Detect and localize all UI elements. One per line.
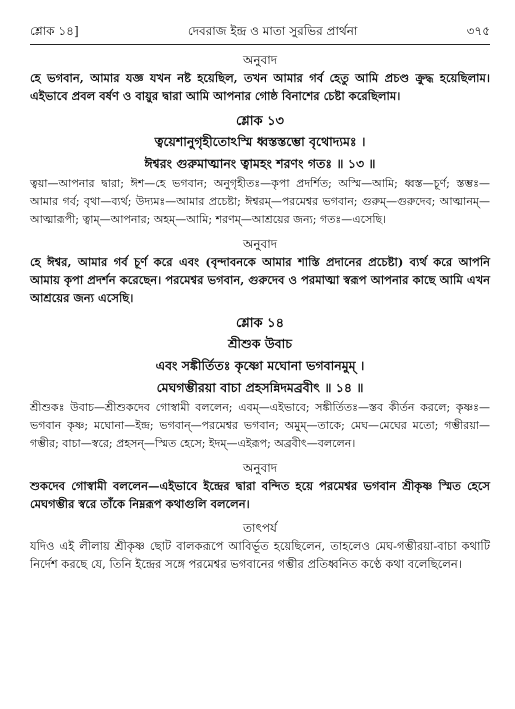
book-page xyxy=(30,22,490,573)
header-chapter-title: দেবরাজ ইন্দ্র ও মাতা সুরভির প্রার্থনা xyxy=(187,24,358,38)
header-page-number: ৩৭৫ xyxy=(466,24,490,38)
verse-14-line-2: মেঘগম্ভীরয়া বাচা প্রহসন্নিদমব্রবীৎ ॥ ১৪ ॥ xyxy=(156,380,364,395)
translation-heading-3: অনুবাদ xyxy=(242,461,278,475)
translation-text-2: হে ঈশ্বর, আমার গর্ব চূর্ণ করে এবং (বৃন্দাবনকে আমার শাস্তি প্রদানের প্রচেষ্টা) ব্যর্থ করে আপনি আমায় কৃপা প্রদর্শন করেছেন। পরমেশ্বর ভগবান, গুরুদেব ও পরমাত্মা স্বরূপ আপনার কাছে আমি এখন আশ্রয়ের জন্য এসেছি। xyxy=(30,255,490,305)
translation-text-1: হে ভগবান, আমার যজ্ঞ যখন নষ্ট হয়েছিল, তখন আমার গর্ব হেতু আমি প্রচণ্ড ক্রুদ্ধ হয়েছিলাম। এইভাবে প্রবল বর্ষণ ও বায়ুর দ্বারা আমি আপনার গোষ্ঠ বিনাশের চেষ্টা করেছিলাম। xyxy=(30,71,490,103)
purport-heading: তাৎপর্য xyxy=(243,521,277,535)
translation-heading-2: অনুবাদ xyxy=(242,237,278,251)
translation-text-3: শুকদেব গোস্বামী বললেন—এইভাবে ইন্দ্রের দ্বারা বন্দিত হয়ে পরমেশ্বর ভগবান শ্রীকৃষ্ণ স্মিত হেসে মেঘগম্ভীর স্বরে তাঁকে নিম্নরূপ কথাগুলি বললেন। xyxy=(30,479,490,511)
verse-13-synonyms: ত্বয়া—আপনার দ্বারা; ঈশ—হে ভগবান; অনুগৃহীতঃ—কৃপা প্রদর্শিত; অস্মি—আমি; ধ্বস্ত—চূর্ণ; স্তম্ভঃ—আমার গর্ব; বৃথা—ব্যর্থ; উদ্যমঃ—আমার প্রচেষ্টা; ঈশ্বরম্—পরমেশ্বর ভগবান; গুরুম্—গুরুদেব; আত্মানম্—আত্মারূপী; ত্বাম্—আপনার; অহম্—আমি; শরণম্—আশ্রয়ের জন্য; গতঃ—এসেছি। xyxy=(30,177,490,226)
verse-13-line-1: ত্বয়েশানুগৃহীতোঽস্মি ধ্বস্তস্তম্ভো বৃথোদ্যমঃ । xyxy=(154,134,366,149)
verse-14-line-1: এবং সঙ্কীর্তিতঃ কৃষ্ণো মঘোনা ভগবানমুম্ । xyxy=(155,358,365,373)
verse-14-heading: শ্লোক ১৪ xyxy=(235,316,285,331)
verse-14-synonyms: শ্রীশুকঃ উবাচ—শ্রীশুকদেব গোস্বামী বললেন; এবম্—এইভাবে; সঙ্কীর্তিতঃ—স্তব কীর্তন করলে; কৃষ্ণঃ—ভগবান কৃষ্ণ; মঘোনা—ইন্দ্র; ভগবান্—পরমেশ্বর ভগবান; অমুম্—তাকে; মেঘ—মেঘের মতো; গম্ভীরয়া—গম্ভীর; বাচা—স্বরে; প্রহসন্—স্মিত হেসে; ইদম্—এইরূপ; অব্রবীৎ—বললেন। xyxy=(30,401,490,450)
translation-heading-1: অনুবাদ xyxy=(242,53,278,67)
page-header xyxy=(30,22,490,40)
verse-13-heading: শ্লোক ১৩ xyxy=(235,114,285,129)
header-verse-ref: শ্লোক ১৪] xyxy=(30,24,79,38)
purport-text: যদিও এই লীলায় শ্রীকৃষ্ণ ছোট বালকরূপে আবির্ভূত হয়েছিলেন, তাহলেও মেঘ-গম্ভীরয়া-বাচা কথাটি নির্দেশ করছে যে, তিনি ইন্দ্রের সঙ্গে পরমেশ্বর ভগবানের গম্ভীর প্রতিধ্বনিত কণ্ঠে কথা বলেছিলেন। xyxy=(30,539,490,571)
verse-14-speaker: শ্রীশুক উবাচ xyxy=(228,336,292,351)
verse-13-line-2: ঈশ্বরং গুরুমাত্মানং ত্বামহং শরণং গতঃ ॥ ১৩ ॥ xyxy=(144,156,376,171)
header-rule xyxy=(30,44,490,45)
